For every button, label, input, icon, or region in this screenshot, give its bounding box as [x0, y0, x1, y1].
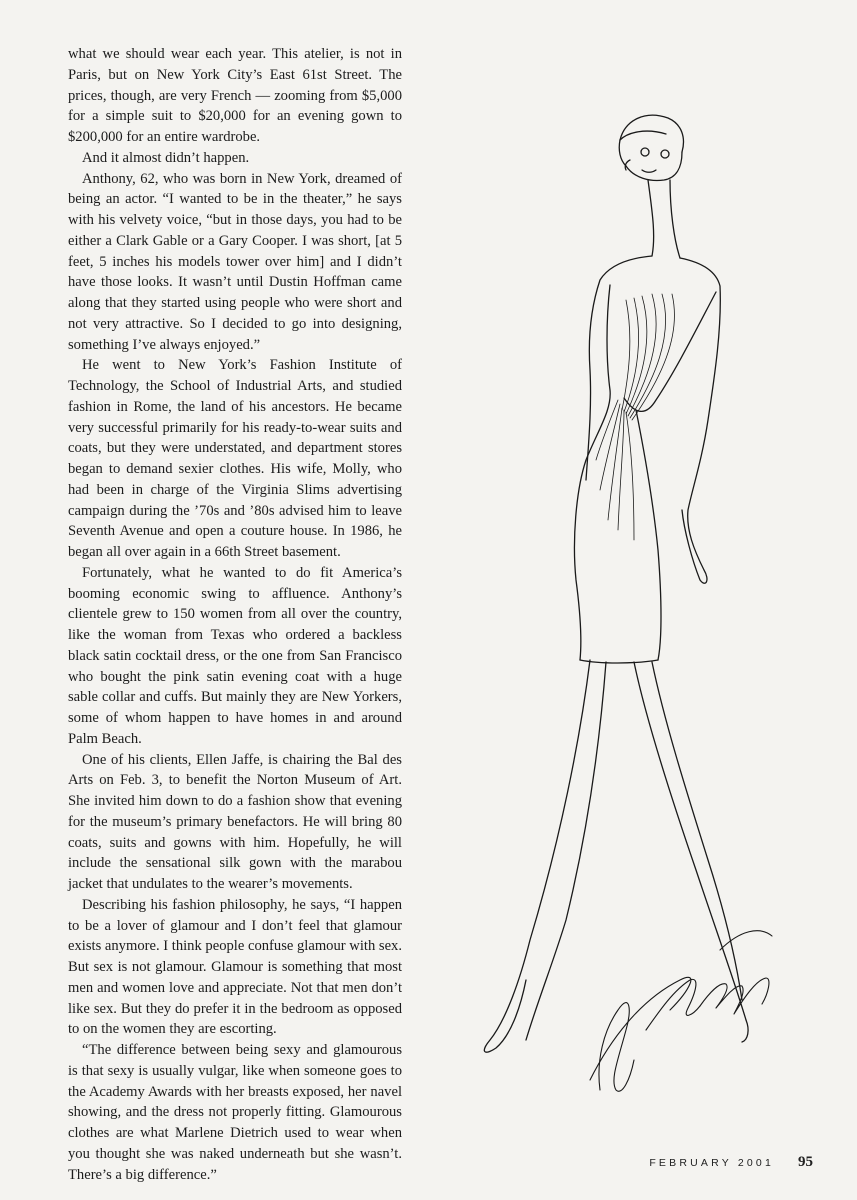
sketch-left-leg	[484, 660, 590, 1052]
fashion-sketch	[420, 80, 840, 1120]
article-paragraph: Describing his fashion philosophy, he says, “I happen to be a lover of glamour and I don’t feel that glamour exists anymore. I think people confuse glamour with sex. But sex is not glamour. Glamour is something that most men and women love and appreciate. Not that men don’t like sex. But they do prefer it in the bedroom as opposed to on the women they are escorting.	[68, 896, 402, 1038]
signature-logo	[590, 931, 772, 1092]
article-paragraph: He went to New York’s Fashion Institute of Technology, the School of Industrial Arts, and studied fashion in Rome, the land of his ancestors. He became very successful primarily for his ready-to-wear suits and coats, but they were understated, and department stores began to demand sexier clothes. His wife, Molly, who had been in charge of the Virginia Slims advertising campaign during the ’70s and ’80s advised him to leave Seventh Avenue and open a couture house. In 1986, he began all over again in a 66th Street basement.	[68, 357, 402, 560]
sketch-gown-left	[574, 285, 610, 660]
article-body	[68, 44, 402, 1185]
article-paragraph: “The difference between being sexy and glamourous is that sexy is usually vulgar, like when someone goes to the Academy Awards with her breasts exposed, her navel showing, and the dress not properly fitting. Glamourous clothes are what Marlene Dietrich used to wear when you thought she was naked underneath but she wasn’t. There’s a big difference.”	[68, 1042, 402, 1183]
sketch-gown-right	[636, 410, 661, 660]
page-number: 95	[798, 1154, 813, 1170]
sketch-drape-lines	[596, 294, 674, 540]
article-paragraph: One of his clients, Ellen Jaffe, is chairing the Bal des Arts on Feb. 3, to benefit the Norton Museum of Art. She invited him down to do a fashion show that evening for the museum’s primary benefactors. He will bring 80 coats, suits and gowns with him. Hopefully, he will include the sensational silk gown with the marabou jacket that undulates to the wearer’s movements.	[68, 751, 402, 892]
article-paragraph: Anthony, 62, who was born in New York, dreamed of being an actor. “I wanted to be in the theater,” he says with his velvety voice, “but in those days, you had to be either a Clark Gable or a Gary Cooper. I was short, [at 5 feet, 5 inches his models tower over him] and I didn’t have those looks. It wasn’t until Dustin Hoffman came along that they started using people who were short and not very attractive. So I decided to go into designing, something I’ve always enjoyed.”	[68, 170, 402, 353]
sketch-neck	[648, 180, 654, 256]
article-paragraph: And it almost didn’t happen.	[82, 149, 250, 166]
article-paragraph: Fortunately, what he wanted to do fit America’s booming economic swing to affluence. Anthony’s clientele grew to 150 women from all over the country, like the woman from Texas who ordered a backless black satin cocktail dress, or the one from San Francisco who bought the pink satin evening coat with a huge sable collar and cuffs. But mainly they are New Yorkers, some of whom happen to have homes in and around Palm Beach.	[68, 564, 402, 747]
sketch-right-arm	[680, 258, 720, 583]
article-paragraph: what we should wear each year. This atelier, is not in Paris, but on New York City’s East 61st Street. The prices, though, are very French — zooming from $5,000 for a simple suit to $20,000 for an evening gown to $200,000 for an entire wardrobe.	[68, 46, 402, 145]
sketch-head	[619, 115, 683, 180]
issue-date: FEBRUARY 2001	[649, 1157, 774, 1169]
sketch-right-leg	[634, 662, 746, 1020]
page-footer	[649, 1154, 813, 1171]
